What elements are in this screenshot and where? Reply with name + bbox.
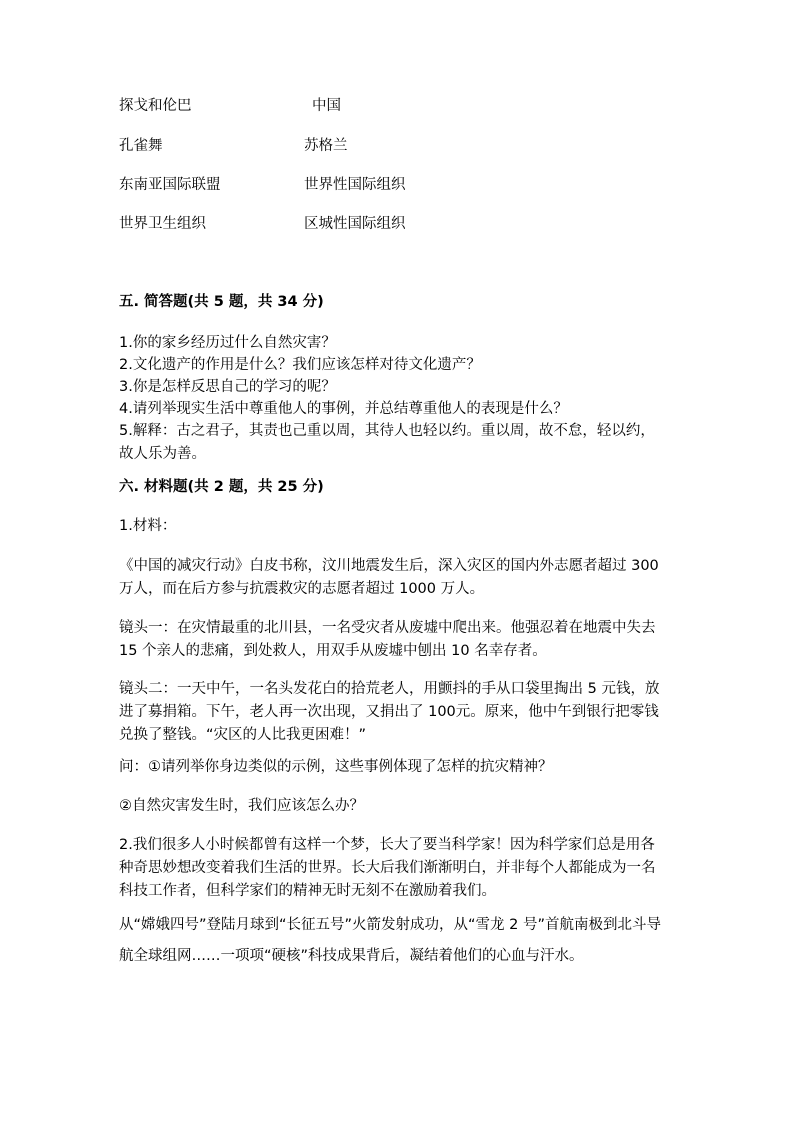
material-paragraph: 镜头二：一天中午，一名头发花白的拾荒老人，用颤抖的手从口袋里掏出 5 元钱，放进了募捐箱。下午，老人再一次出现，又捐出了 100元。原来，他中午到银行把零钱兑换了整钱。“灾区的人比我更困难！” (119, 681, 660, 743)
matching-left-item: 世界卫生组织 (119, 216, 206, 232)
material-ask: 问：①请列举你身边类似的示例，这些事例体现了怎样的抗灾精神？ (119, 759, 553, 775)
short-answer-question: 3.你是怎样反思自己的学习的呢？ (119, 379, 336, 395)
section-six-title: 六. 材料题(共 2 题，共 25 分) (119, 479, 324, 495)
matching-left-item: 探戈和伦巴 (119, 98, 192, 114)
matching-right-item: 区城性国际组织 (304, 216, 406, 232)
material-paragraph: 《中国的减灾行动》白皮书称，汶川地震发生后，深入灾区的国内外志愿者超过 300 万人，而在后方参与抗震救灾的志愿者超过 1000 万人。 (119, 558, 659, 597)
short-answer-question: 2.文化遗产的作用是什么？我们应该怎样对待文化遗产？ (119, 357, 481, 373)
material-paragraph: 2.我们很多人小时候都曾有这样一个梦，长大了要当科学家！因为科学家们总是用各种奇思妙想改变着我们生活的世界。长大后我们渐渐明白，并非每个人都能成为一名科技工作者，但科学家们的精神无时无刻不在激励着我们。 (119, 837, 656, 899)
matching-right-item: 中国 (312, 98, 341, 114)
short-answer-question: 4.请列举现实生活中尊重他人的事例，并总结尊重他人的表现是什么？ (119, 401, 568, 417)
material-question-label: 1.材料： (119, 518, 177, 534)
material-paragraph: 从“嫦娥四号”登陆月球到“长征五号”火箭发射成功，从“雪龙 2 号”首航南极到北斗导航全球组网……一项项“硬核”科技成果背后，凝结着他们的心血与汗水。 (119, 917, 662, 964)
short-answer-question: 1.你的家乡经历过什么自然灾害？ (119, 335, 336, 351)
short-answer-question: 5.解释：古之君子，其责也己重以周，其待人也轻以约。重以周，故不怠，轻以约，故人乐为善。 (119, 423, 655, 462)
section-five-title: 五. 简答题(共 5 题，共 34 分) (119, 294, 324, 310)
matching-left-item: 东南亚国际联盟 (119, 177, 221, 193)
matching-left-item: 孔雀舞 (119, 138, 163, 154)
matching-right-item: 世界性国际组织 (304, 177, 406, 193)
material-ask: ②自然灾害发生时，我们应该怎么办？ (119, 798, 364, 814)
material-paragraph: 镜头一：在灾情最重的北川县，一名受灾者从废墟中爬出来。他强忍着在地震中失去 15 个亲人的悲痛，到处救人，用双手从废墟中刨出 10 名幸存者。 (119, 620, 656, 659)
matching-right-item: 苏格兰 (304, 138, 348, 154)
